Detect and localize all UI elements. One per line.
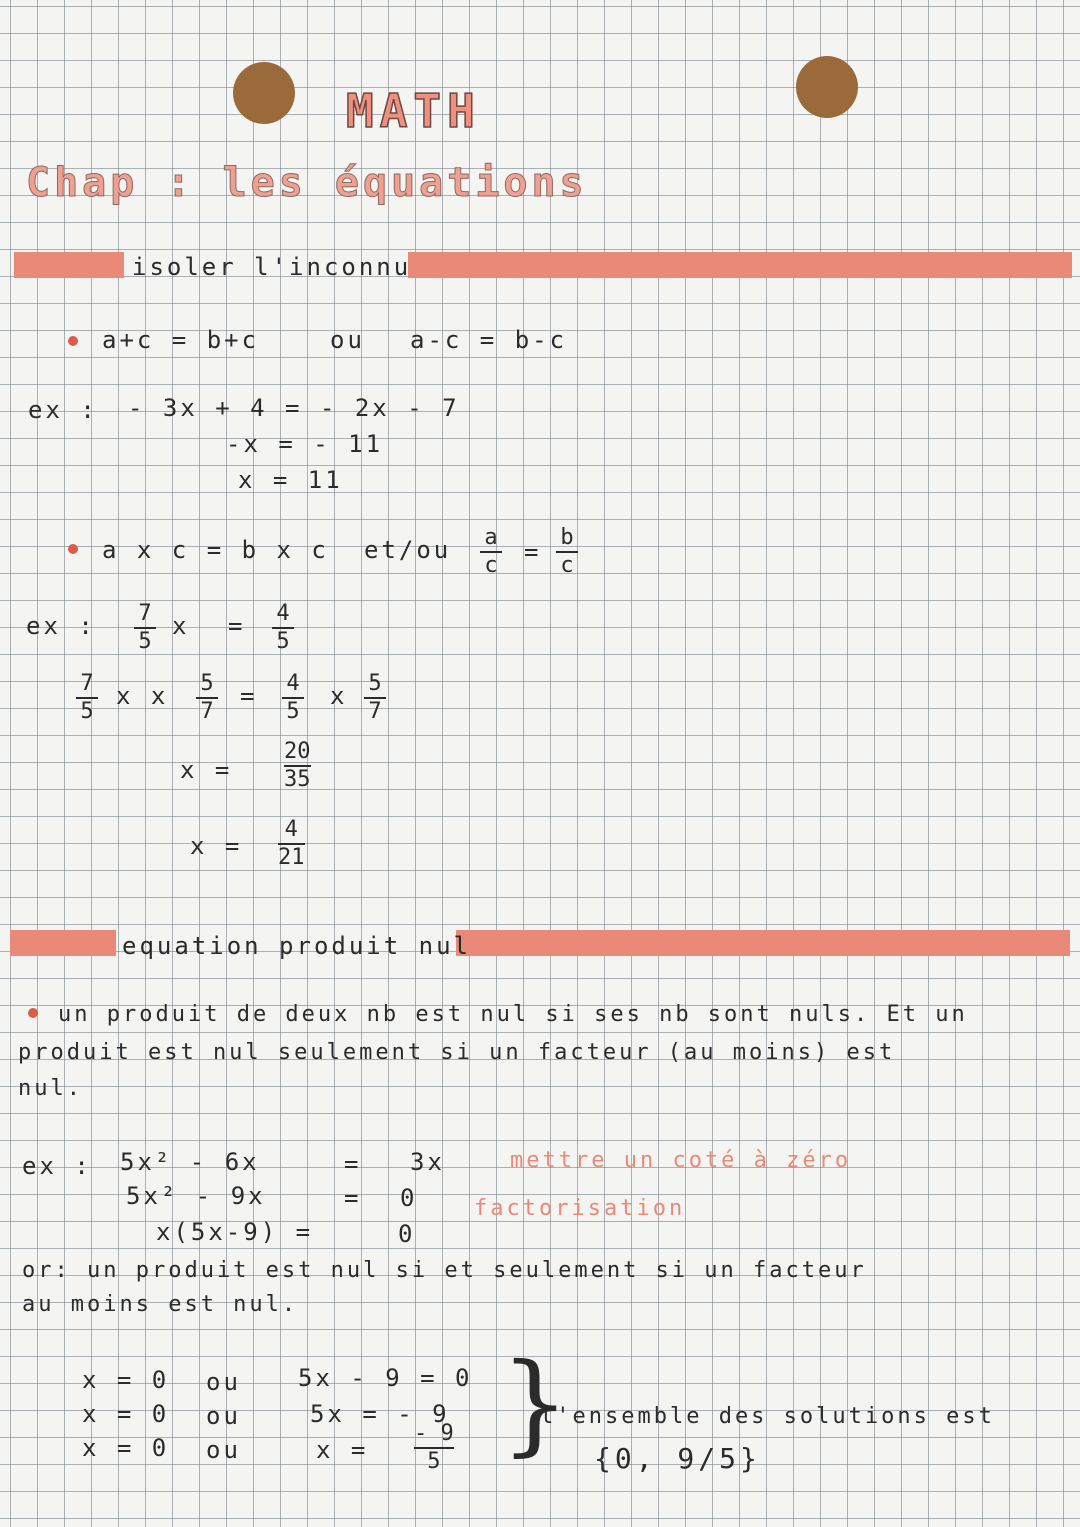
step-lhs: x = <box>190 832 243 860</box>
theorem-line: au moins est nul. <box>22 1292 299 1317</box>
times-sign: x <box>330 682 348 710</box>
equals-sign: = <box>228 612 246 640</box>
step-lhs: x = <box>180 756 233 784</box>
example-line: x = 11 <box>238 466 343 494</box>
equals-sign: = <box>524 538 542 566</box>
solution-left: x = 0 <box>82 1434 170 1462</box>
solution-right: 5x = - 9 <box>310 1400 450 1428</box>
fraction: 4 5 <box>282 672 304 724</box>
rule-add: a+c = b+c <box>102 326 260 354</box>
definition-line: un produit de deux nb est nul si ses nb sont nuls. Et un <box>58 1002 968 1027</box>
definition-line: produit est nul seulement si un facteur (au moins) est <box>18 1040 896 1065</box>
chapter-title: Chap : les équations <box>26 160 588 206</box>
example-label: ex : <box>28 396 98 424</box>
equation-lhs: 5x² - 6x <box>120 1148 260 1176</box>
solution-right: 5x - 9 = 0 <box>298 1364 473 1392</box>
conclusion-text: l'ensemble des solutions est <box>540 1404 995 1429</box>
fraction: 7 5 <box>134 602 156 654</box>
fraction: 7 5 <box>76 672 98 724</box>
fraction: 5 7 <box>364 672 386 724</box>
fraction: 4 5 <box>272 602 294 654</box>
equals-sign: = <box>344 1184 362 1212</box>
section-heading: equation produit nul <box>122 932 471 960</box>
section-highlight-right <box>456 930 1070 956</box>
equation-rhs: 0 <box>400 1184 418 1212</box>
solution-set: {0, 9/5} <box>594 1442 761 1475</box>
binder-hole-right <box>796 56 858 118</box>
equation-rhs: 3x <box>410 1148 445 1176</box>
equation-rhs: 0 <box>398 1220 416 1248</box>
bullet <box>68 336 78 346</box>
section-highlight-right <box>408 252 1072 278</box>
solution-left: x = 0 <box>82 1366 170 1394</box>
or-word: ou <box>206 1368 241 1396</box>
rule-sub: a-c = b-c <box>410 326 568 354</box>
fraction-b-over-c: b c <box>556 526 578 578</box>
fraction-a-over-c: a c <box>480 526 502 578</box>
page-title: MATH <box>346 84 481 138</box>
rule-mul: a x c = b x c <box>102 536 329 564</box>
example-label: ex : <box>22 1152 92 1180</box>
rule-mul-or: et/ou <box>364 536 452 564</box>
variable: x <box>172 612 190 640</box>
rule-or: ou <box>330 326 365 354</box>
fraction: 4 21 <box>278 817 305 870</box>
example-line: - 3x + 4 = - 2x - 7 <box>128 394 460 422</box>
example-label: ex : <box>26 612 96 640</box>
fraction: 20 35 <box>284 739 311 792</box>
solution-left: x = 0 <box>82 1400 170 1428</box>
or-word: ou <box>206 1436 241 1464</box>
brace: } <box>500 1339 570 1467</box>
solution-right: x = <box>316 1436 369 1464</box>
equation-factored: x(5x-9) = <box>156 1218 314 1246</box>
section-highlight-left <box>10 930 116 956</box>
theorem-line: or: un produit est nul si et seulement si un facteur <box>22 1258 867 1283</box>
section-heading: isoler l'inconnu <box>132 253 412 281</box>
equals-sign: = <box>344 1150 362 1178</box>
step-operator: x x <box>116 682 169 710</box>
example-line: -x = - 11 <box>226 430 384 458</box>
equation-lhs: 5x² - 9x <box>126 1182 266 1210</box>
bullet <box>68 544 78 554</box>
fraction: - 9 5 <box>414 1421 454 1474</box>
fraction: 5 7 <box>196 672 218 724</box>
annotation-note: mettre un coté à zéro <box>510 1148 852 1173</box>
equals-sign: = <box>240 682 258 710</box>
annotation-note: factorisation <box>474 1196 686 1221</box>
binder-hole-left <box>233 62 295 124</box>
or-word: ou <box>206 1402 241 1430</box>
bullet <box>28 1008 38 1018</box>
definition-line: nul. <box>18 1076 83 1101</box>
section-highlight-left <box>14 252 124 278</box>
